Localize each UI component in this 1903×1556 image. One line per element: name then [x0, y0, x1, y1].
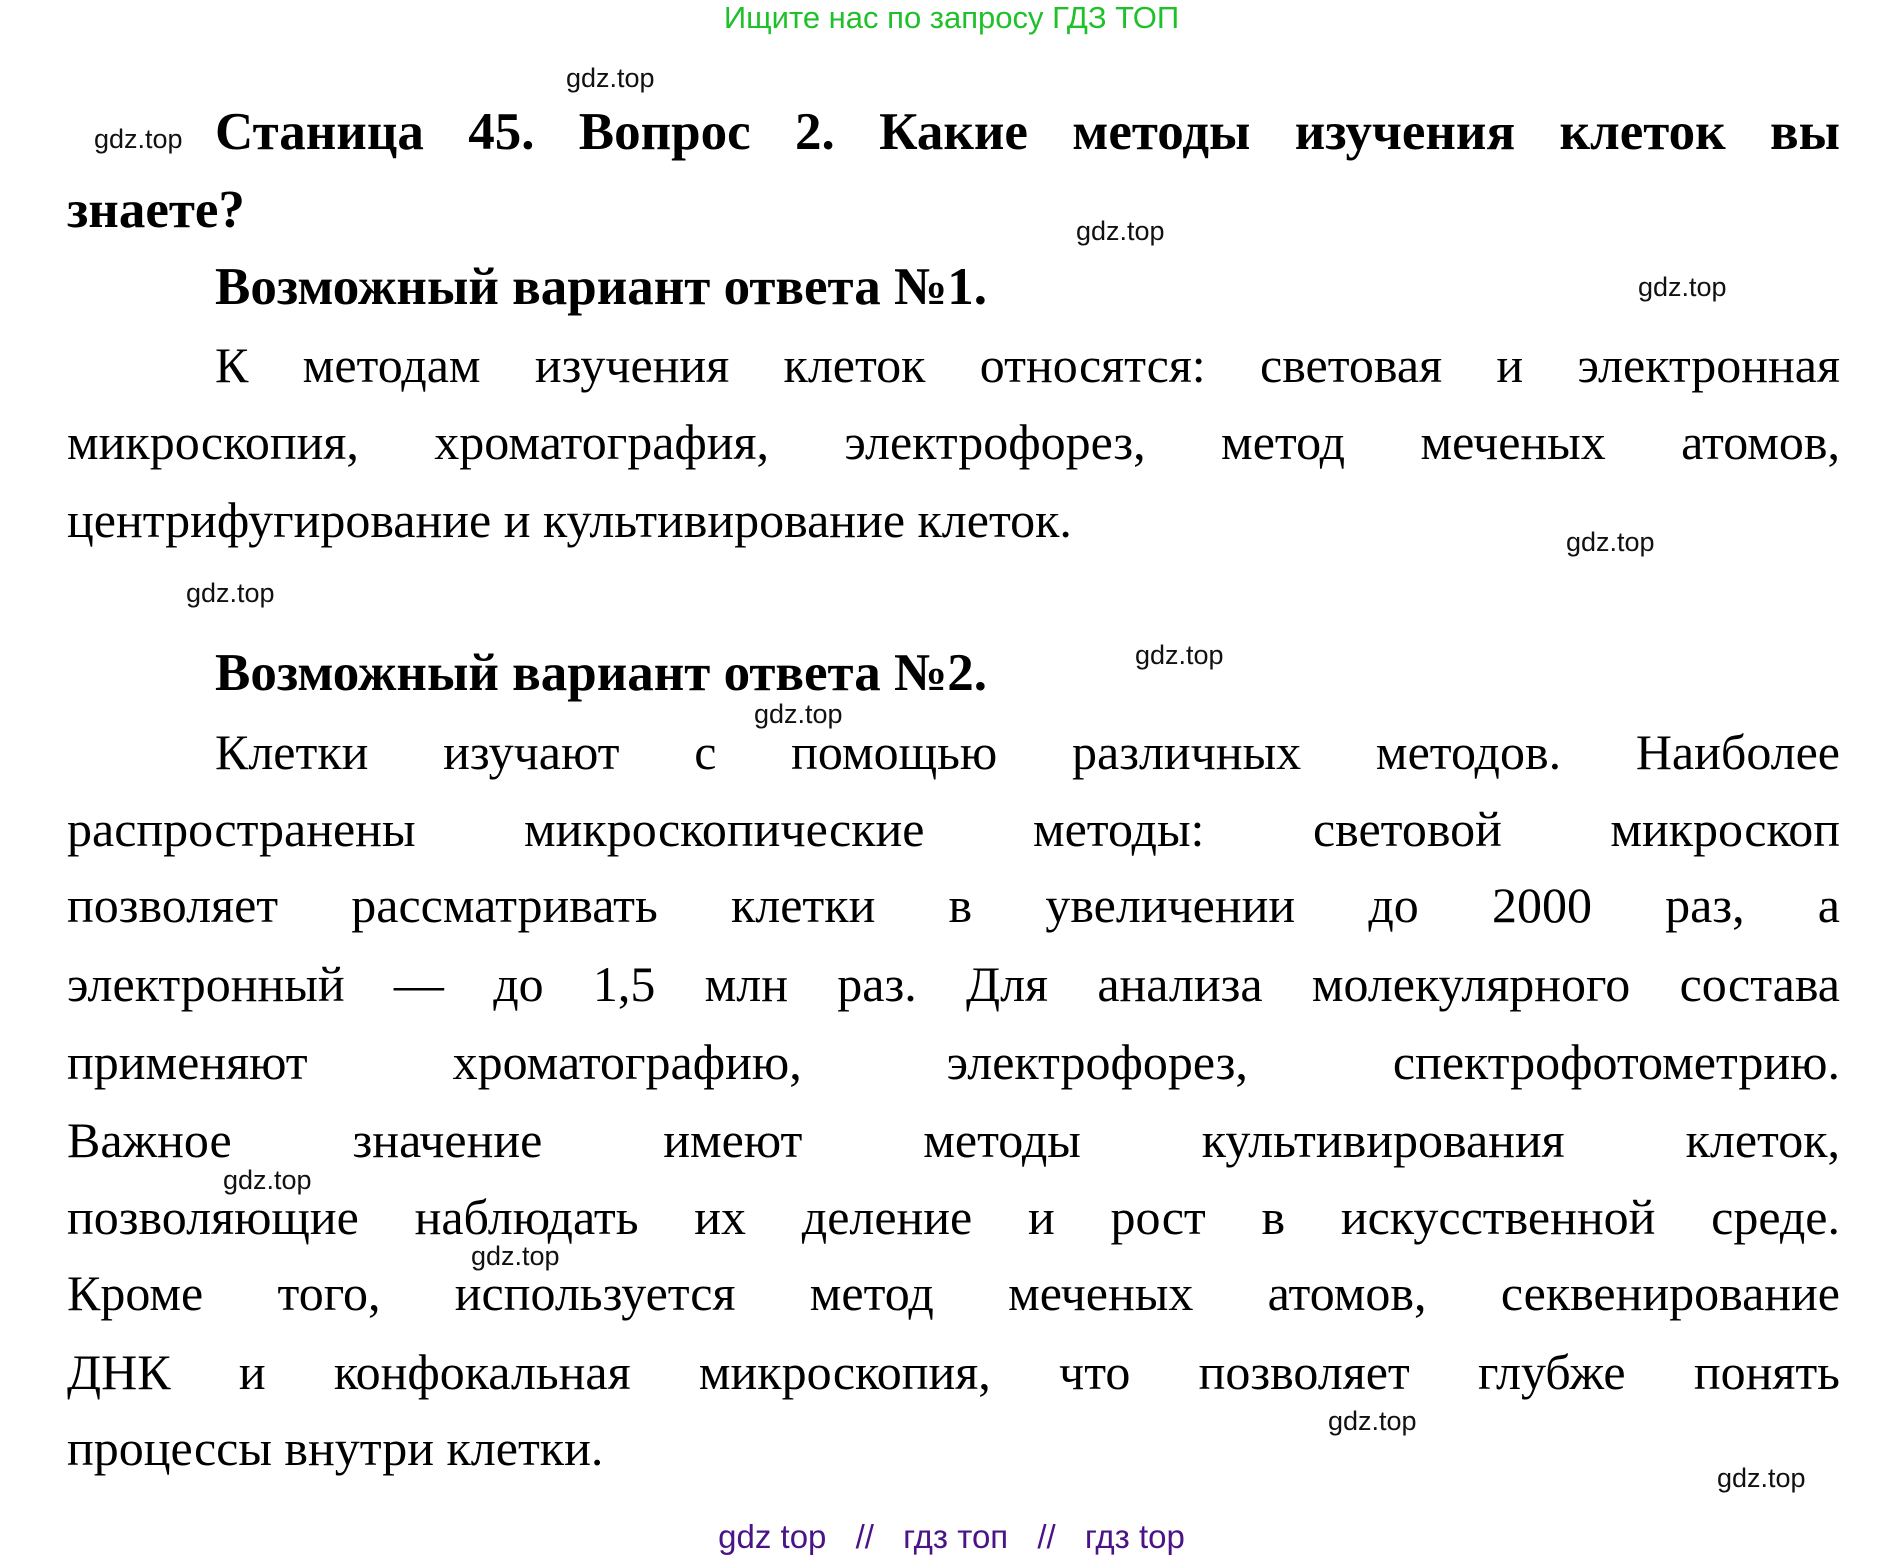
answer-1-line: микроскопия, хроматография, электрофорез, метод меченых атомов, [67, 414, 1840, 470]
search-banner: Ищите нас по запросу ГДЗ ТОП [723, 0, 1180, 35]
watermark: gdz.top [1328, 1406, 1417, 1436]
watermark: gdz.top [1638, 272, 1727, 302]
answer-2-line: позволяющие наблюдать их деление и рост в искусственной среде. [67, 1189, 1840, 1245]
answer-2-line: ДНК и конфокальная микроскопия, что позволяет глубже понять [67, 1344, 1840, 1400]
watermark: gdz.top [1717, 1463, 1806, 1493]
question-title-continued: знаете? [67, 181, 245, 239]
watermark: gdz.top [754, 699, 843, 729]
watermark: gdz.top [566, 63, 655, 93]
footer-link-gdz-top-ru[interactable]: гдз топ [903, 1518, 1009, 1555]
watermark: gdz.top [471, 1241, 560, 1271]
footer-separator: // [1037, 1518, 1056, 1555]
answer-1-line: центрифугирование и культивирование клеток. [67, 492, 1072, 548]
answer-2-line: Клетки изучают с помощью различных методов. Наиболее [215, 724, 1840, 780]
answer-2-line: применяют хроматографию, электрофорез, спектрофотометрию. [67, 1034, 1840, 1090]
footer-link-gdz-top[interactable]: gdz top [718, 1518, 827, 1555]
answer-2-line: распространены микроскопические методы: световой микроскоп [67, 801, 1840, 857]
watermark: gdz.top [1076, 216, 1165, 246]
footer-separator: // [855, 1518, 874, 1555]
footer-links [0, 1518, 1903, 1556]
answer-1-heading: Возможный вариант ответа №1. [215, 258, 987, 316]
watermark: gdz.top [223, 1165, 312, 1195]
watermark: gdz.top [1566, 527, 1655, 557]
question-title: Станица 45. Вопрос 2. Какие методы изучения клеток вы [215, 103, 1840, 161]
answer-2-line: процессы внутри клетки. [67, 1420, 604, 1476]
answer-1-line: К методам изучения клеток относятся: световая и электронная [215, 337, 1840, 393]
answer-2-line: позволяет рассматривать клетки в увеличении до 2000 раз, а [67, 877, 1840, 933]
answer-2-line: Кроме того, используется метод меченых атомов, секвенирование [67, 1265, 1840, 1321]
answer-2-line: электронный — до 1,5 млн раз. Для анализа молекулярного состава [67, 956, 1840, 1012]
footer-link-gdz-top-mixed[interactable]: гдз top [1084, 1518, 1185, 1555]
answer-2-heading: Возможный вариант ответа №2. [215, 644, 987, 702]
watermark: gdz.top [186, 578, 275, 608]
watermark: gdz.top [94, 124, 183, 154]
watermark: gdz.top [1135, 640, 1224, 670]
answer-2-line: Важное значение имеют методы культивирования клеток, [67, 1112, 1840, 1168]
